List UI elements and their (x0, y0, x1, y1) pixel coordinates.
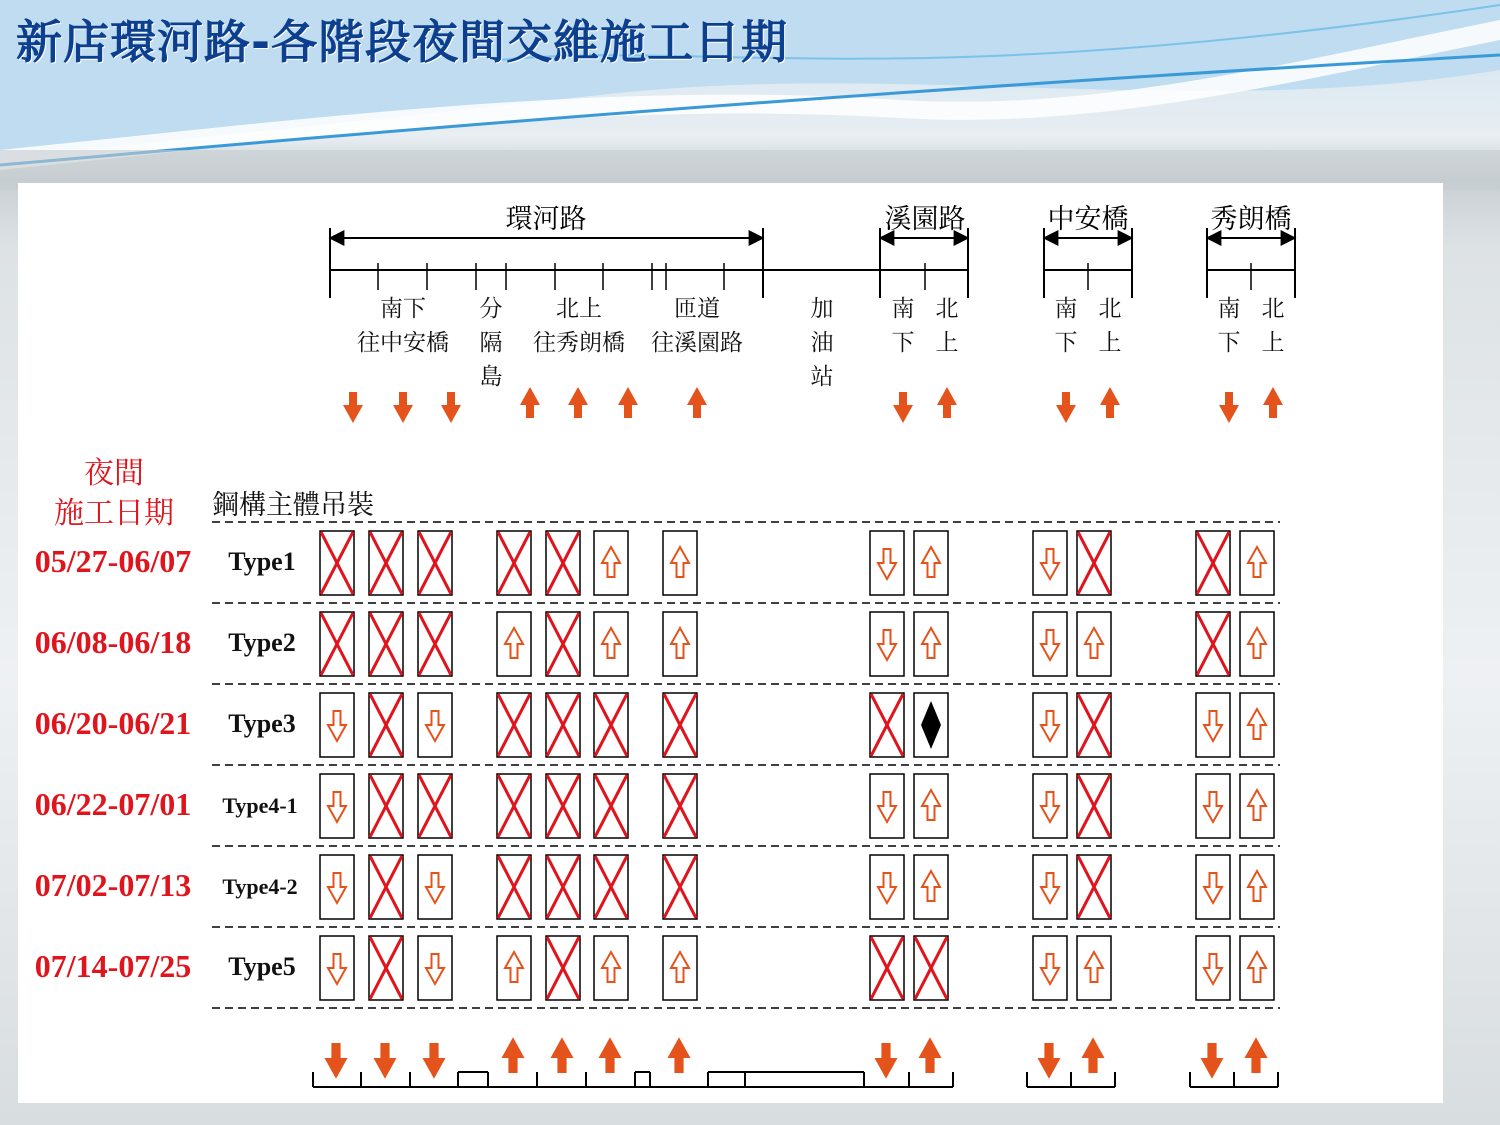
lane-cell-up (663, 531, 697, 595)
lane-cell-closed (546, 612, 580, 676)
lane-cell-closed (369, 531, 403, 595)
lane-cell-down (1033, 693, 1067, 757)
lane-cell-down (1033, 612, 1067, 676)
label-ramp-1: 匝道 (674, 296, 720, 322)
bottom-arrow-up-13 (1245, 1037, 1268, 1073)
lane-cell-closed (418, 531, 452, 595)
row-date: 07/14-07/25 (34, 948, 192, 984)
lane-cell-up (1240, 531, 1274, 595)
lane-cell-down (1033, 855, 1067, 919)
column-header-line2: 施工日期 (54, 496, 174, 531)
top-arrow-up-9 (937, 387, 957, 418)
lane-cell-down (1033, 774, 1067, 838)
bottom-arrow-down-8 (875, 1043, 898, 1079)
bottom-arrow-down-10 (1038, 1043, 1061, 1079)
row-date: 06/08-06/18 (34, 624, 192, 660)
dimension-lines (330, 228, 1295, 298)
label-median-3: 島 (479, 364, 503, 390)
lane-cell-closed (663, 855, 697, 919)
lane-direction-arrows (343, 387, 1283, 423)
label-ramp-2: 往溪園路 (651, 330, 743, 356)
label-xiyuan-s1: 南 (891, 296, 915, 322)
row-type: Type4-1 (222, 793, 298, 818)
lane-cell-down (870, 774, 904, 838)
top-arrow-up-4 (520, 387, 540, 418)
top-arrow-down-12 (1219, 392, 1239, 423)
lane-cell-closed (369, 936, 403, 1000)
page-title: 新店環河路-各階段夜間交維施工日期 (16, 15, 789, 69)
bottom-arrow-up-6 (599, 1037, 622, 1073)
lane-cell-down (1196, 693, 1230, 757)
top-arrow-up-5 (568, 387, 588, 418)
label-median-1: 分 (479, 296, 503, 322)
label-xiyuan-s2: 下 (891, 330, 915, 356)
lane-cell-closed (914, 936, 948, 1000)
label-zhongan-n1: 北 (1098, 296, 1122, 322)
bottom-arrow-up-4 (502, 1037, 525, 1073)
top-arrow-down-10 (1056, 392, 1076, 423)
label-northbound-1: 北上 (556, 296, 602, 322)
column-header-line1: 夜間 (84, 456, 144, 491)
lane-cell-up (914, 774, 948, 838)
lane-cell-up (1240, 936, 1274, 1000)
lane-cell-closed (497, 693, 531, 757)
lane-cell-closed (1077, 855, 1111, 919)
lane-cell-closed (546, 531, 580, 595)
lane-cell-closed (1196, 531, 1230, 595)
schedule-row (35, 774, 1274, 838)
lane-cell-closed (1077, 693, 1111, 757)
top-arrow-down-2 (393, 392, 413, 423)
lane-cell-closed (870, 693, 904, 757)
lane-cell-closed (369, 774, 403, 838)
row-type: Type1 (228, 547, 296, 576)
row-date: 06/22-07/01 (34, 786, 192, 822)
top-arrow-up-13 (1263, 387, 1283, 418)
lane-cell-closed (1077, 531, 1111, 595)
label-zhongan-s1: 南 (1054, 296, 1078, 322)
lane-cell-closed (418, 774, 452, 838)
lane-cell-down (1196, 936, 1230, 1000)
lane-cell-closed (369, 693, 403, 757)
lane-cell-up (594, 612, 628, 676)
lane-cell-up (1077, 936, 1111, 1000)
label-xiulang-n2: 上 (1261, 330, 1285, 356)
label-xiyuan-n1: 北 (935, 296, 959, 322)
bottom-arrow-up-11 (1082, 1037, 1105, 1073)
row-type: Type2 (228, 628, 296, 657)
label-xiulang-s1: 南 (1217, 296, 1241, 322)
bottom-arrow-up-9 (919, 1037, 942, 1073)
schedule-row (35, 855, 1274, 919)
lane-group-labels (357, 296, 1285, 390)
lane-cell-down (418, 693, 452, 757)
schedule-row (35, 612, 1274, 676)
schedule-row (35, 936, 1274, 1000)
top-arrow-up-7 (687, 387, 707, 418)
lane-cell-up (1240, 693, 1274, 757)
lane-cell-closed (320, 612, 354, 676)
schedule-row (35, 693, 1274, 757)
lane-cell-up (594, 531, 628, 595)
lane-cell-up (914, 855, 948, 919)
label-xiyuan-n2: 上 (935, 330, 959, 356)
lane-cell-closed (594, 855, 628, 919)
lane-cell-up (497, 936, 531, 1000)
lane-cell-closed (594, 693, 628, 757)
bottom-arrow-up-5 (551, 1037, 574, 1073)
bottom-arrow-up-7 (668, 1037, 691, 1073)
lane-cell-closed (870, 936, 904, 1000)
lane-cell-closed (594, 774, 628, 838)
row-type: Type5 (228, 952, 296, 981)
lane-cell-up (594, 936, 628, 1000)
lane-cell-down (418, 936, 452, 1000)
lane-cell-closed (497, 531, 531, 595)
row-type: Type3 (228, 709, 296, 738)
lane-cell-closed (320, 531, 354, 595)
label-gas-3: 站 (810, 364, 834, 390)
label-xiulang-s2: 下 (1217, 330, 1241, 356)
lane-cell-up (914, 531, 948, 595)
lane-cell-up (1077, 612, 1111, 676)
lane-cell-down (320, 936, 354, 1000)
top-arrow-down-3 (441, 392, 461, 423)
lane-cell-down (870, 612, 904, 676)
schedule-grid (35, 522, 1280, 1008)
label-zhongan-n2: 上 (1098, 330, 1122, 356)
lane-cell-down (320, 774, 354, 838)
schedule-row (35, 531, 1274, 595)
label-gas-2: 油 (810, 330, 834, 356)
bottom-arrow-down-2 (374, 1043, 397, 1079)
lane-cell-closed (418, 612, 452, 676)
lane-cell-up (914, 612, 948, 676)
lane-cell-down (1196, 855, 1230, 919)
lane-cell-down (320, 693, 354, 757)
lane-cell-closed (369, 612, 403, 676)
row-date: 07/02-07/13 (34, 867, 192, 903)
lane-cell-closed (663, 774, 697, 838)
label-gas-1: 加 (810, 296, 834, 322)
lane-cell-down (870, 531, 904, 595)
lane-cell-up (1240, 612, 1274, 676)
top-arrow-down-8 (893, 392, 913, 423)
road-label-xiyuan: 溪園路 (884, 204, 966, 235)
lane-cell-down (1033, 936, 1067, 1000)
lane-cell-up (1240, 774, 1274, 838)
bottom-arrow-down-3 (423, 1043, 446, 1079)
label-xiulang-n1: 北 (1261, 296, 1285, 322)
road-label-huanhe: 環河路 (505, 204, 587, 235)
lane-cell-down (320, 855, 354, 919)
lane-cell-down (1033, 531, 1067, 595)
bottom-arrow-down-1 (325, 1043, 348, 1079)
bottom-arrow-down-12 (1201, 1043, 1224, 1079)
lane-cell-up (663, 936, 697, 1000)
lane-cell-down (1196, 774, 1230, 838)
lane-cell-up (497, 612, 531, 676)
label-southbound-2: 往中安橋 (357, 330, 449, 356)
lane-cell-closed (663, 693, 697, 757)
row-type: Type4-2 (222, 874, 298, 899)
task-label: 鋼構主體吊裝 (212, 490, 374, 521)
label-northbound-2: 往秀朗橋 (533, 330, 625, 356)
lane-cell-down (418, 855, 452, 919)
row-date: 06/20-06/21 (34, 705, 192, 741)
road-label-zhongan: 中安橋 (1047, 204, 1129, 235)
road-label-xiulang: 秀朗橋 (1210, 204, 1292, 235)
top-arrow-up-11 (1100, 387, 1120, 418)
label-median-2: 隔 (479, 330, 503, 356)
lane-cell-closed (546, 774, 580, 838)
row-date: 05/27-06/07 (34, 543, 192, 579)
top-arrow-down-1 (343, 392, 363, 423)
lane-cell-closed (497, 855, 531, 919)
top-arrow-up-6 (618, 387, 638, 418)
lane-cell-both (914, 693, 948, 757)
label-zhongan-s2: 下 (1054, 330, 1078, 356)
label-southbound-1: 南下 (380, 296, 426, 322)
lane-cell-up (663, 612, 697, 676)
lane-cell-down (870, 855, 904, 919)
bottom-road-sketch (313, 1037, 1278, 1087)
lane-cell-closed (369, 855, 403, 919)
lane-cell-closed (1077, 774, 1111, 838)
lane-cell-closed (497, 774, 531, 838)
lane-cell-closed (546, 855, 580, 919)
lane-cell-closed (546, 693, 580, 757)
lane-cell-closed (546, 936, 580, 1000)
lane-cell-up (1240, 855, 1274, 919)
lane-cell-closed (1196, 612, 1230, 676)
